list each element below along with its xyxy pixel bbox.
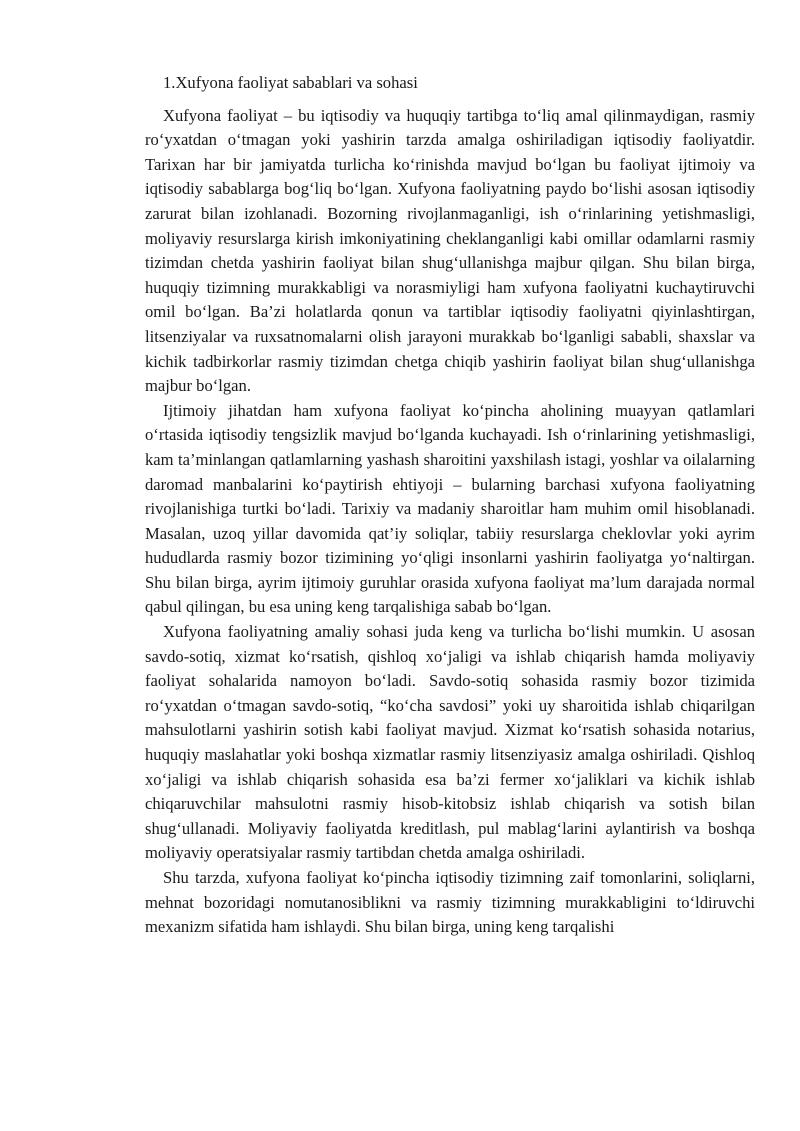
section-heading: 1.Xufyona faoliyat sabablari va sohasi [163,73,418,92]
paragraph-text: Xufyona faoliyat – bu iqtisodiy va huquqiy tartibga to‘liq amal qilinmaydigan, rasmiy ro‘yxatdan o‘tmagan yoki yashirin tarzda amalga oshiriladigan iqtisodiy faoliyatdir. Tarixan har bir jamiyatda turlicha ko‘rinishda mavjud bo‘lgan bu faoliyat ijtimoiy va iqtisodiy sabablarga bog‘liq bo‘lgan. Xufyona faoliyatning paydo bo‘lishi asosan iqtisodiy zarurat bilan izohlanadi. Bozorning rivojlanmaganligi, ish o‘rinlarining yetishmasligi, moliyaviy resurslarga kirish imkoniyatining cheklanganligi kabi omillar odamlarni rasmiy tizimdan chetda yashirin faoliyat bilan shug‘ullanishga majbur qilgan. Shu bilan birga, huquqiy tizimning murakkabligi va norasmiyligi ham xufyona faoliyatni kuchaytiruvchi omil bo‘lgan. Ba’zi holatlarda qonun va tartiblar iqtisodiy faoliyatni qiyinlashtirgan, litsenziyalar va ruxsatnomalarni olish jarayoni murakkab bo‘lganligi sababli, shaxslar va kichik tadbirkorlar rasmiy tizimdan chetga chiqib yashirin faoliyat bilan shug‘ullanishga majbur bo‘lgan. [145,105,755,396]
paragraph-text: Xufyona faoliyatning amaliy sohasi juda keng va turlicha bo‘lishi mumkin. U asosan savdo-sotiq, xizmat ko‘rsatish, qishloq xo‘jaligi va ishlab chiqarish hamda moliyaviy faoliyat sohalarida namoyon bo‘ladi. Savdo-sotiq sohasida rasmiy bozor tizimida ro‘yxatdan o‘tmagan savdo-sotiq, “ko‘cha savdosi” yoki uy sharoitida ishlab chiqarilgan mahsulotlarni yashirin sotish kabi faoliyat mavjud. Xizmat ko‘rsatish sohasida notarius, huquqiy maslahatlar yoki boshqa xizmatlar rasmiy litsenziyasiz amalga oshiriladi. Qishloq xo‘jaligi va ishlab chiqarish sohasida esa ba’zi fermer xo‘jaliklari va kichik ishlab chiqaruvchilar mahsulotni rasmiy hisob-kitobsiz ishlab chiqarish va sotish bilan shug‘ullanadi. Moliyaviy faoliyatda kreditlash, pul mablag‘larini aylantirish va boshqa moliyaviy operatsiyalar rasmiy tartibdan chetda amalga oshiriladi. [145,622,755,863]
paragraph-text: Ijtimoiy jihatdan ham xufyona faoliyat ko‘pincha aholining muayyan qatlamlari o‘rtasida iqtisodiy tengsizlik mavjud bo‘lganda kuchayadi. Ish o‘rinlarining yetishmasligi, kam ta’minlangan qatlamlarning yashash sharoitini yaxshilash istagi, yoshlar va oilalarning daromad manbalarini ko‘paytirish ehtiyoji – bularning barchasi xufyona faoliyatning rivojlanishiga turtki bo‘ladi. Tarixiy va madaniy sharoitlar ham muhim omil hisoblanadi. Masalan, uzoq yillar davomida qat’iy soliqlar, tabiiy resurslarga cheklovlar yoki ayrim hududlarda rasmiy bozor tizimining yo‘qligi insonlarni yashirin faoliyatga yo‘naltirgan. Shu bilan birga, ayrim ijtimoiy guruhlar orasida xufyona faoliyat ma’lum darajada normal qabul qilingan, bu esa uning keng tarqalishiga sabab bo‘lgan. [145,400,755,617]
paragraph-spheres [145,620,755,866]
paragraph-social [145,399,755,620]
document-page [145,71,755,940]
paragraph-causes [145,104,755,399]
paragraph-conclusion [145,866,755,940]
paragraph-text: Shu tarzda, xufyona faoliyat ko‘pincha iqtisodiy tizimning zaif tomonlarini, soliqlarni, mehnat bozoridagi nomutanosiblikni va rasmiy tizimning murakkabligini to‘ldiruvchi mexanizm sifatida ham ishlaydi. Shu bilan birga, uning keng tarqalishi [145,868,755,937]
